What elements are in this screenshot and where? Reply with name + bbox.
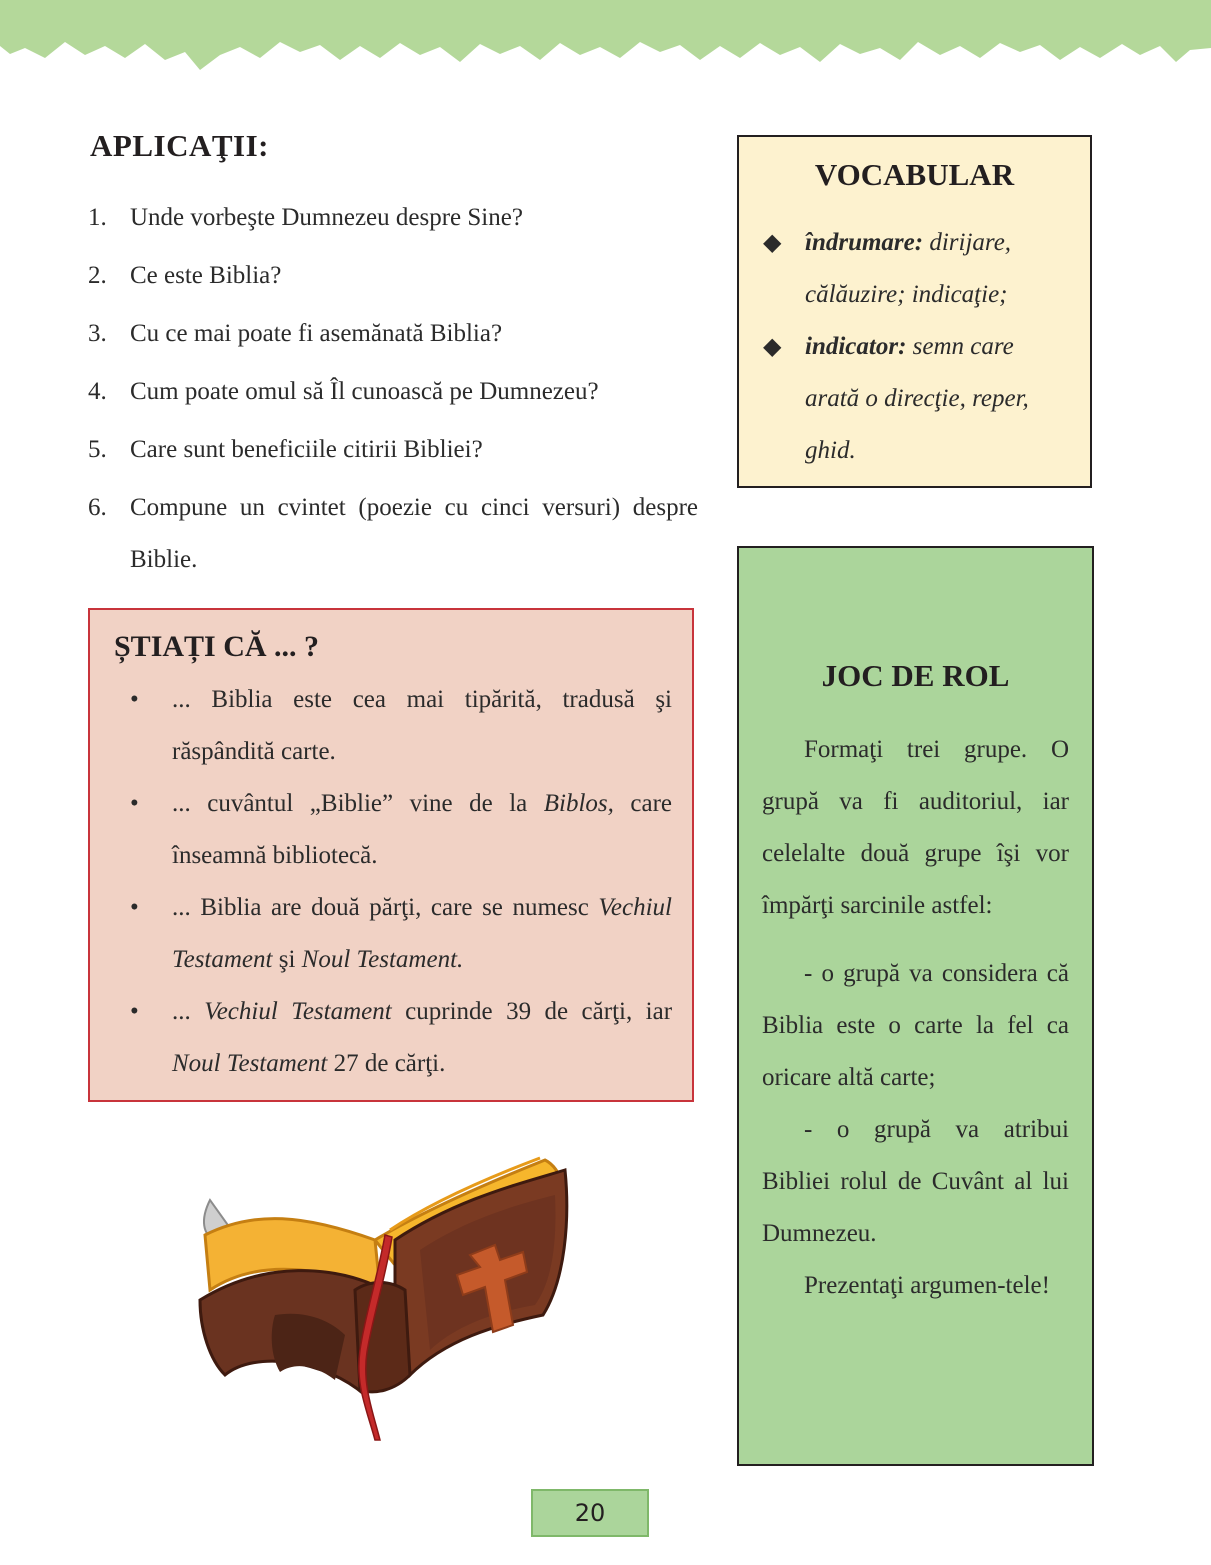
diamond-bullet-icon: ◆ [763,334,782,360]
question-text: Cu ce mai poate fi asemănată Biblia? [130,320,503,347]
list-item [112,882,672,986]
fact-text: ... cuvântul „Biblie” vine de la Biblos, care înseamnă bibliotecă. [172,790,672,869]
role-play-title: JOC DE ROL [821,658,1010,693]
bullet-icon: • [130,686,139,713]
list-item [88,192,698,244]
list-item [112,778,672,882]
vocabulary-definition: semn care arată o direcţie, reper, ghid. [805,333,1029,464]
bullet-icon: • [130,998,139,1025]
page-number: 20 [574,1499,606,1527]
list-item [88,424,698,476]
role-play-body [762,724,1069,1312]
vocabulary-title: VOCABULAR [814,157,1015,192]
vocabulary-term: îndrumare: [805,229,924,256]
list-item [88,482,698,586]
fact-text: ... Vechiul Testament cuprinde 39 de cărţi, iar Noul Testament 27 de cărţi. [172,998,673,1077]
list-item [763,321,1073,477]
did-you-know-title: ȘTIAȚI CĂ ... ? [114,630,320,663]
question-text: Ce este Biblia? [130,262,282,289]
list-item [88,308,698,360]
role-play-paragraph: - o grupă va considera că Biblia este o carte la fel ca oricare altă carte; [762,960,1069,1091]
role-play-paragraph: Formaţi trei grupe. O grupă va fi auditoriul, iar celelalte două grupe îşi vor împărţi sarcinile astfel: [762,736,1069,919]
questions-list [88,192,698,592]
bullet-icon: • [130,790,139,817]
role-play-paragraph: - o grupă va atribui Bibliei rolul de Cuvânt al lui Dumnezeu. [762,1116,1069,1247]
question-text: Compune un cvintet (poezie cu cinci versuri) despre Biblie. [130,494,698,573]
question-number: 4. [88,378,107,405]
diamond-bullet-icon: ◆ [763,230,782,256]
question-text: Care sunt beneficiile citirii Bibliei? [130,436,483,463]
role-play-box [737,546,1094,1466]
list-item [112,986,672,1090]
list-item [763,217,1073,321]
did-you-know-box [88,608,694,1102]
vocabulary-definition: dirijare, călăuzire; indicaţie; [805,229,1012,308]
applications-heading: APLICAŢII: [90,128,269,163]
question-number: 5. [88,436,107,463]
list-item [88,250,698,302]
facts-list [112,674,672,1090]
fact-text: ... Biblia are două părţi, care se numesc Vechiul Testament şi Noul Testament. [172,894,672,973]
list-item [112,674,672,778]
role-play-paragraph: Prezentaţi argumen-tele! [804,1272,1050,1299]
bible-illustration [195,1140,585,1450]
vocabulary-term: indicator: [805,333,907,360]
vocabulary-box [737,135,1092,488]
page-number-box [531,1489,649,1537]
fact-text: ... Biblia este cea mai tipărită, tradusă şi răspândită carte. [172,686,672,765]
question-number: 6. [88,494,107,521]
bullet-icon: • [130,894,139,921]
list-item [88,366,698,418]
top-decorative-band [0,0,1211,80]
question-number: 2. [88,262,107,289]
question-number: 3. [88,320,107,347]
vocabulary-list [763,217,1073,477]
question-number: 1. [88,204,107,231]
question-text: Unde vorbeşte Dumnezeu despre Sine? [130,204,523,231]
question-text: Cum poate omul să Îl cunoască pe Dumnezeu? [130,378,599,405]
